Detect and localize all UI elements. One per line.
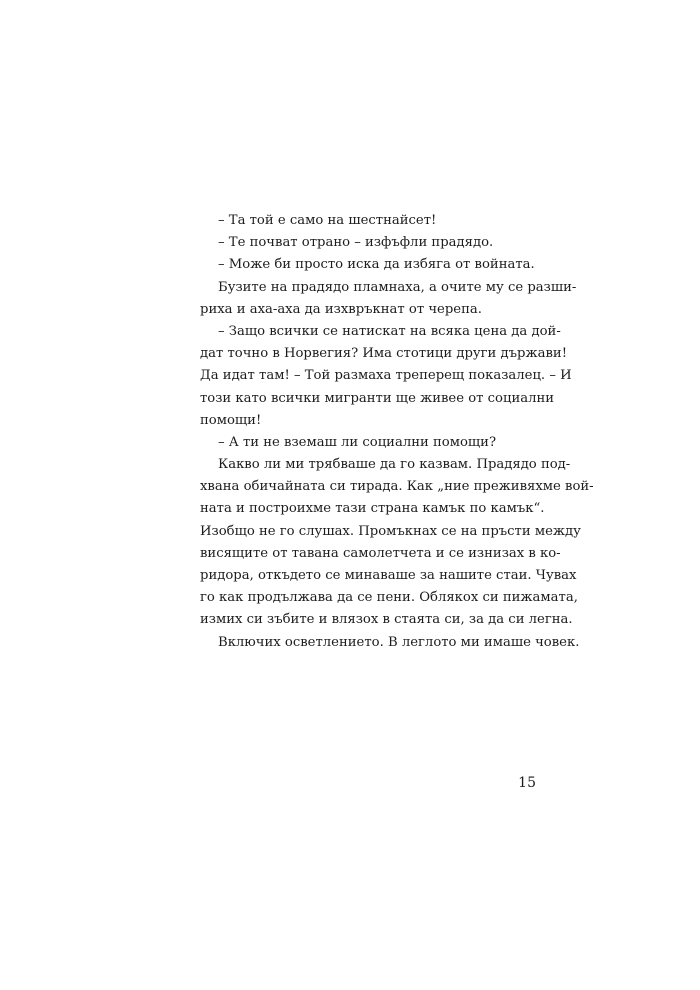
body-text: [200, 210, 594, 654]
text-line: ната и построихме тази страна камък по камък“.: [200, 501, 545, 517]
text-line: го как продължава да се пени. Облякох си пижамата,: [200, 590, 578, 606]
text-line: този като всички мигранти ще живее от социални: [200, 390, 555, 406]
text-line: риха и аха-аха да изхвръкнат от черепа.: [200, 301, 482, 317]
text-line: хвана обичайната си тирада. Как „ние преживяхме вой-: [200, 479, 594, 495]
page-number: 15: [518, 775, 536, 791]
text-line: Бузите на прадядо пламнаха, а очите му се разши-: [218, 279, 577, 295]
text-line: помощи!: [200, 412, 262, 428]
text-line: – Защо всички се натискат на всяка цена да дой-: [218, 323, 561, 339]
text-line: – А ти не вземаш ли социални помощи?: [218, 434, 497, 450]
text-line: дат точно в Норвегия? Има стотици други държави!: [200, 346, 568, 362]
text-line: – Може би просто иска да избяга от войната.: [218, 257, 535, 273]
text-line: – Те почват отрано – изфъфли прадядо.: [218, 235, 494, 251]
text-line: – Та той е само на шестнайсет!: [218, 213, 437, 228]
text-line: Какво ли ми трябваше да го казвам. Прадядо под-: [218, 457, 571, 473]
text-line: Изобщо не го слушах. Промъкнах се на пръсти между: [200, 523, 581, 539]
text-line: измих си зъбите и влязох в стаята си, за да си легна.: [200, 612, 573, 628]
text-line: ридора, откъдето се минаваше за нашите стаи. Чувах: [200, 568, 577, 583]
text-line: Включих осветлението. В леглото ми имаше човек.: [218, 634, 580, 650]
text-line: Да идат там! – Той размаха треперещ показалец. – И: [200, 368, 572, 384]
text-line: висящите от тавана самолетчета и се изнизах в ко-: [200, 545, 561, 561]
